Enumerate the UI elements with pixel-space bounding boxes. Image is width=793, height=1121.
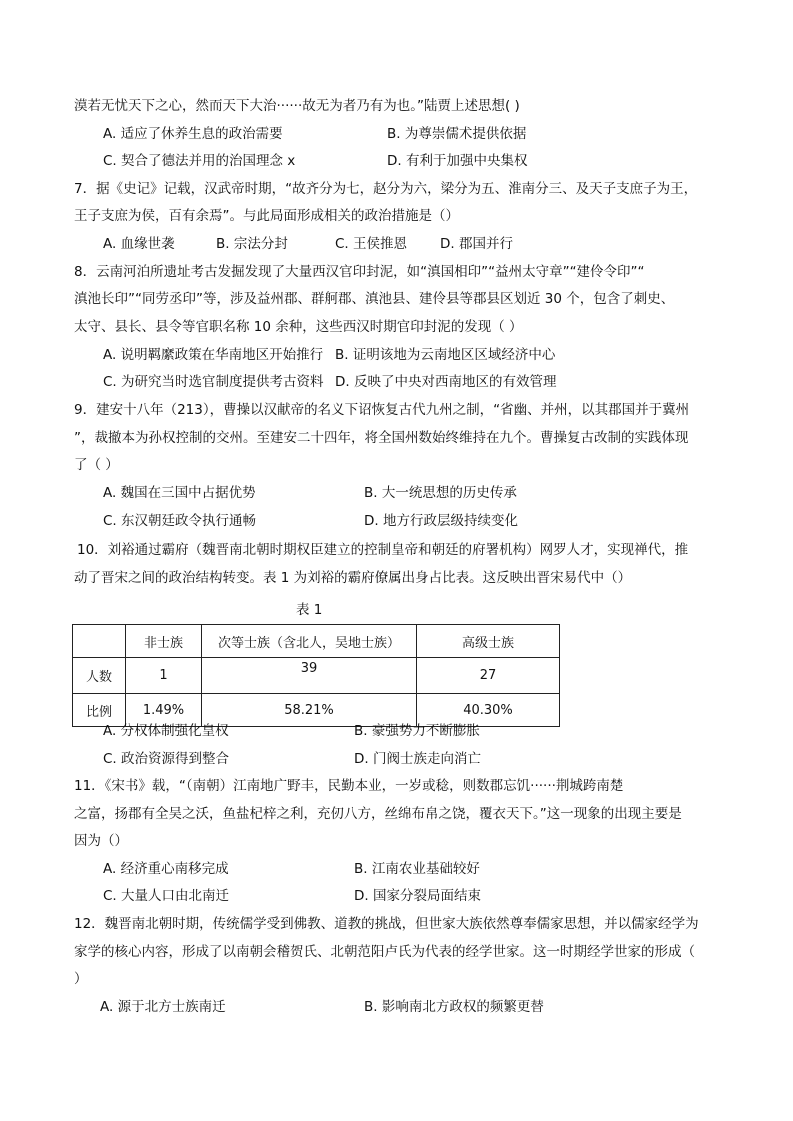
q9-stem-line-1: 9．建安十八年（213），曹操以汉献帝的名义下诏恢复古代九州之制，“省幽、并州，以其郡国并于冀州 bbox=[74, 402, 690, 418]
table-header-cell: 高级士族 bbox=[417, 625, 560, 658]
q10-option-a[interactable]: A. 分权体制强化皇权 bbox=[103, 723, 229, 739]
table-row-label: 比例 bbox=[73, 694, 126, 727]
q10-option-d[interactable]: D. 门阀士族走向消亡 bbox=[354, 751, 481, 767]
q6-option-b[interactable]: B. 为尊崇儒术提供依据 bbox=[387, 126, 527, 142]
q11-stem-line-2: 之富，扬郡有全吴之沃，鱼盐杞梓之利，充仞八方，丝绵布帛之饶，覆衣天下。”这一现象的出现主要是 bbox=[74, 806, 682, 822]
q9-option-d[interactable]: D. 地方行政层级持续变化 bbox=[364, 513, 518, 529]
table-cell: 40.30% bbox=[417, 694, 560, 727]
q9-option-a[interactable]: A. 魏国在三国中占据优势 bbox=[103, 485, 256, 501]
q9-option-c[interactable]: C. 东汉朝廷政令执行通畅 bbox=[103, 513, 257, 529]
q7-stem-line-2: 王子支庶为侯，百有余焉”。与此局面形成相关的政治措施是（） bbox=[74, 208, 459, 224]
q8-stem-line-1: 8．云南河泊所遗址考古发掘发现了大量西汉官印封泥，如“滇国相印”“益州太守章”“建伶令印”“ bbox=[74, 264, 645, 280]
q11-option-b[interactable]: B. 江南农业基础较好 bbox=[354, 861, 480, 877]
q11-stem-line-1: 11．《宋书》载，“（南朝）江南地广野丰，民勤本业，一岁或稔，则数郡忘饥······荆城跨南楚 bbox=[74, 778, 624, 794]
q10-stem-line-1: 10．刘裕通过霸府（魏晋南北朝时期权臣建立的控制皇帝和朝廷的府署机构）网罗人才，实现禅代，推 bbox=[77, 542, 689, 558]
q8-stem-line-3: 太守、县长、县令等官职名称 10 余种，这些西汉时期官印封泥的发现（ ） bbox=[74, 319, 523, 335]
q8-option-c[interactable]: C. 为研究当时选官制度提供考古资料 bbox=[103, 374, 324, 390]
table-header-row bbox=[73, 625, 560, 658]
q10-option-b[interactable]: B. 豪强势力不断膨胀 bbox=[354, 723, 480, 739]
q8-stem-line-2: 滇池长印”“同劳丞印”等，涉及益州郡、群舸郡、滇池县、建伶县等郡县区划近 30 个，包含了刺史、 bbox=[74, 291, 675, 307]
table-row bbox=[73, 658, 560, 694]
table-cell: 39 bbox=[202, 658, 417, 694]
q8-option-d[interactable]: D. 反映了中央对西南地区的有效管理 bbox=[335, 374, 557, 390]
q12-stem-line-3: ） bbox=[74, 971, 88, 987]
q11-option-a[interactable]: A. 经济重心南移完成 bbox=[103, 861, 229, 877]
table-row-label: 人数 bbox=[73, 658, 126, 694]
q6-stem-line: 漠若无忧天下之心，然而天下大治······故无为者乃有为也。”陆贾上述思想( ) bbox=[74, 98, 520, 114]
q10-option-c[interactable]: C. 政治资源得到整合 bbox=[103, 751, 230, 767]
data-table bbox=[72, 624, 560, 727]
q6-option-c[interactable]: C. 契合了德法并用的治国理念 x bbox=[103, 153, 296, 169]
table-cell: 1 bbox=[126, 658, 202, 694]
q11-option-d[interactable]: D. 国家分裂局面结束 bbox=[354, 888, 481, 904]
q12-option-b[interactable]: B. 影响南北方政权的频繁更替 bbox=[364, 999, 544, 1015]
q7-stem-line-1: 7．据《史记》记载，汉武帝时期，“故齐分为七，赵分为六，梁分为五、淮南分三、及天子支庶子为王， bbox=[74, 181, 698, 197]
q11-option-c[interactable]: C. 大量人口由北南迁 bbox=[103, 888, 230, 904]
q12-option-a[interactable]: A. 源于北方士族南迁 bbox=[100, 999, 226, 1015]
q12-stem-line-2: 家学的核心内容，形成了以南朝会稽贺氏、北朝范阳卢氏为代表的经学世家。这一时期经学世家的形成（ bbox=[74, 944, 695, 960]
q8-option-a[interactable]: A. 说明羁縻政策在华南地区开始推行 bbox=[103, 347, 324, 363]
q8-option-b[interactable]: B. 证明该地为云南地区区域经济中心 bbox=[335, 347, 556, 363]
table-cell: 1.49% bbox=[126, 694, 202, 727]
q7-option-d[interactable]: D. 郡国并行 bbox=[440, 236, 513, 252]
table-caption: 表 1 bbox=[296, 602, 323, 618]
table-cell: 27 bbox=[417, 658, 560, 694]
q11-stem-line-3: 因为（） bbox=[74, 833, 128, 849]
q9-option-b[interactable]: B. 大一统思想的历史传承 bbox=[364, 485, 517, 501]
q7-option-c[interactable]: C. 王侯推恩 bbox=[335, 236, 408, 252]
q6-option-d[interactable]: D. 有利于加强中央集权 bbox=[387, 153, 528, 169]
table-header-cell: 次等士族（含北人，吴地士族） bbox=[202, 625, 417, 658]
table-header-cell bbox=[73, 625, 126, 658]
q9-stem-line-2: ”，裁撤本为孙权控制的交州。至建安二十四年，将全国州数始终维持在九个。曹操复古改制的实践体现 bbox=[74, 430, 689, 446]
table-cell: 58.21% bbox=[202, 694, 417, 727]
q6-option-a[interactable]: A. 适应了休养生息的政治需要 bbox=[103, 126, 283, 142]
q9-stem-line-3: 了（ ） bbox=[74, 457, 119, 473]
q7-option-b[interactable]: B. 宗法分封 bbox=[216, 236, 288, 252]
q10-stem-line-2: 动了晋宋之间的政治结构转变。表 1 为刘裕的霸府僚属出身占比表。这反映出晋宋易代中（） bbox=[74, 570, 632, 586]
q7-option-a[interactable]: A. 血缘世袭 bbox=[103, 236, 175, 252]
table-header-cell: 非士族 bbox=[126, 625, 202, 658]
q12-stem-line-1: 12．魏晋南北朝时期，传统儒学受到佛教、道教的挑战，但世家大族依然尊奉儒家思想，并以儒家经学为 bbox=[74, 916, 699, 932]
